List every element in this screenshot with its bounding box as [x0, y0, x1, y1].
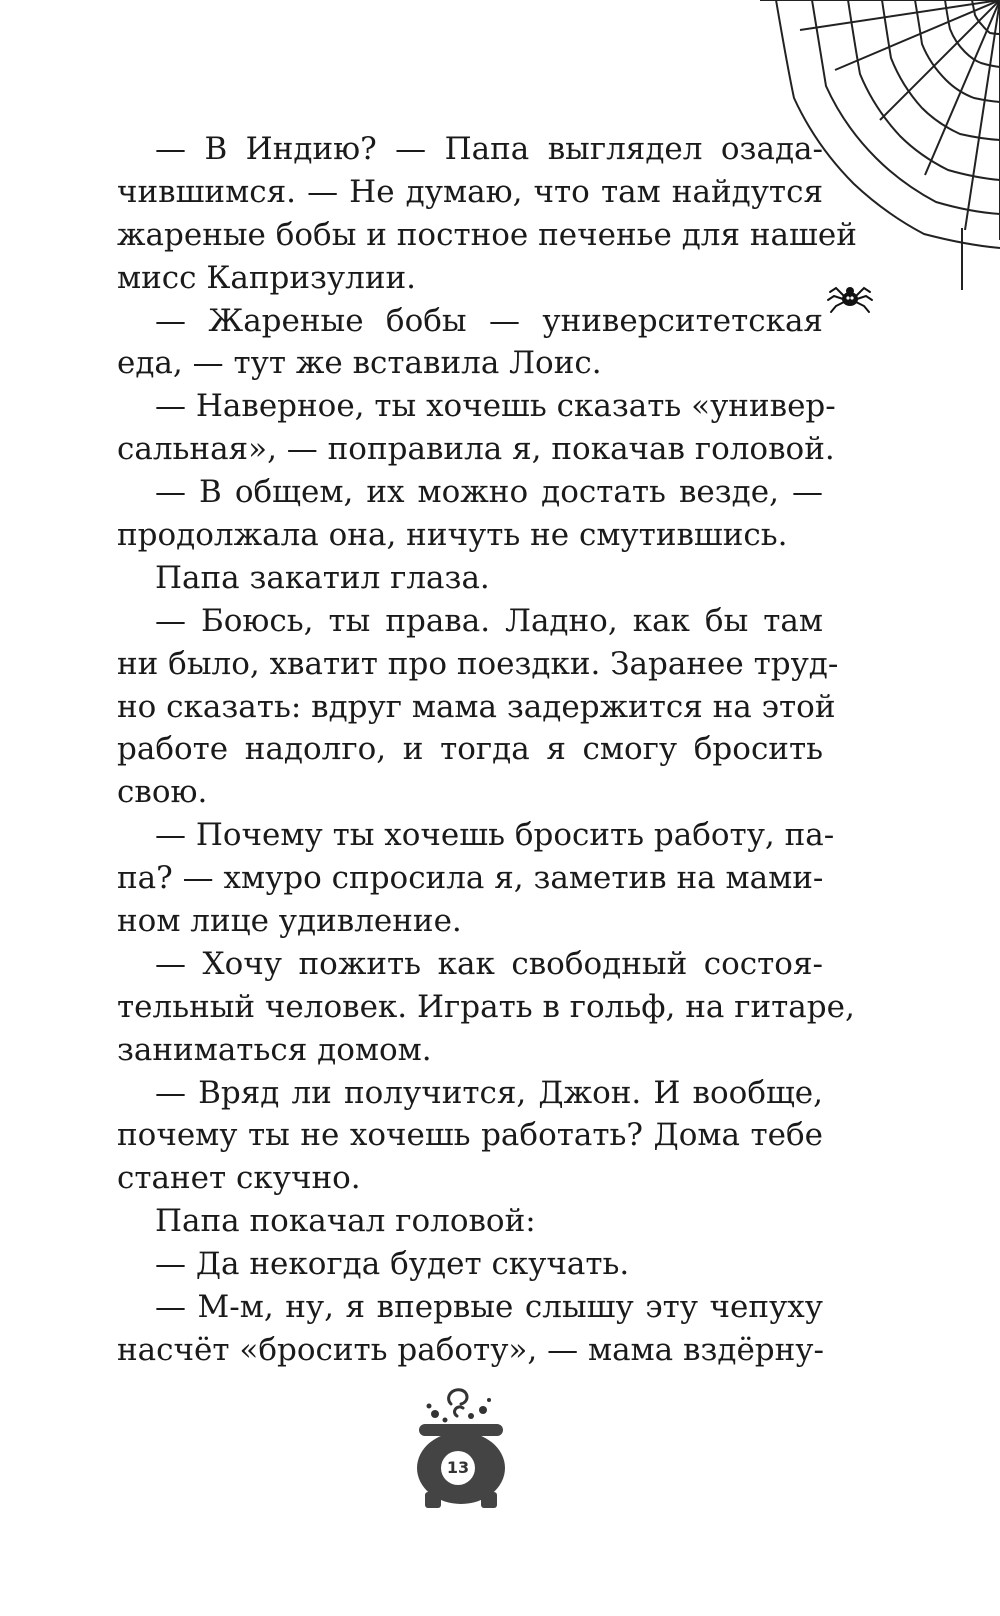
text-line: работе надолго, и тогда я смогу бросить [117, 731, 823, 768]
text-line: жареные бобы и постное печенье для нашей [117, 216, 857, 253]
text-line: насчёт «бросить работу», — мама вздёрну- [117, 1331, 825, 1368]
text-line: — Да некогда будет скучать. [155, 1246, 630, 1283]
spider-icon [826, 280, 874, 316]
text-line: станет скучно. [117, 1160, 361, 1197]
text-line: — Наверное, ты хочешь сказать «универ- [155, 388, 836, 425]
text-line: — Жареные бобы — университетская [155, 302, 823, 339]
text-line: сальная», — поправила я, покачав головой. [117, 431, 835, 468]
text-line: еда, — тут же вставила Лоис. [117, 345, 602, 382]
page-text [117, 128, 857, 1372]
text-line: продолжала она, ничуть не смутившись. [117, 517, 788, 554]
text-line: заниматься домом. [117, 1031, 432, 1068]
text-line: свою. [117, 774, 208, 811]
text-line: — Вряд ли получится, Джон. И вообще, [155, 1074, 823, 1111]
text-line: ном лице удивление. [117, 903, 462, 940]
text-line: — В общем, их можно достать везде, — [155, 474, 823, 511]
text-line: — В Индию? — Папа выглядел озада- [155, 131, 823, 167]
text-line: но сказать: вдруг мама задержится на этой [117, 688, 836, 725]
cauldron-icon [405, 1380, 517, 1520]
text-line: мисс Капризулии. [117, 259, 417, 296]
text-line: па? — хмуро спросила я, заметив на мами- [117, 860, 824, 897]
text-line: — Почему ты хочешь бросить работу, па- [155, 817, 835, 854]
text-line: чившимся. — Не думаю, что там найдутся [117, 173, 823, 210]
text-line: Папа закатил глаза. [155, 559, 490, 596]
page-number: 13 [441, 1451, 475, 1485]
text-line: Папа покачал головой: [155, 1203, 536, 1240]
text-line: ни было, хватит про поездки. Заранее труд- [117, 645, 839, 682]
text-line: тельный человек. Играть в гольф, на гитаре, [117, 988, 855, 1025]
text-line: — М-м, ну, я впервые слышу эту чепуху [155, 1289, 823, 1326]
text-line: — Хочу пожить как свободный состоя- [155, 945, 823, 982]
text-line: почему ты не хочешь работать? Дома тебе [117, 1117, 823, 1154]
text-line: — Боюсь, ты права. Ладно, как бы там [155, 602, 823, 639]
